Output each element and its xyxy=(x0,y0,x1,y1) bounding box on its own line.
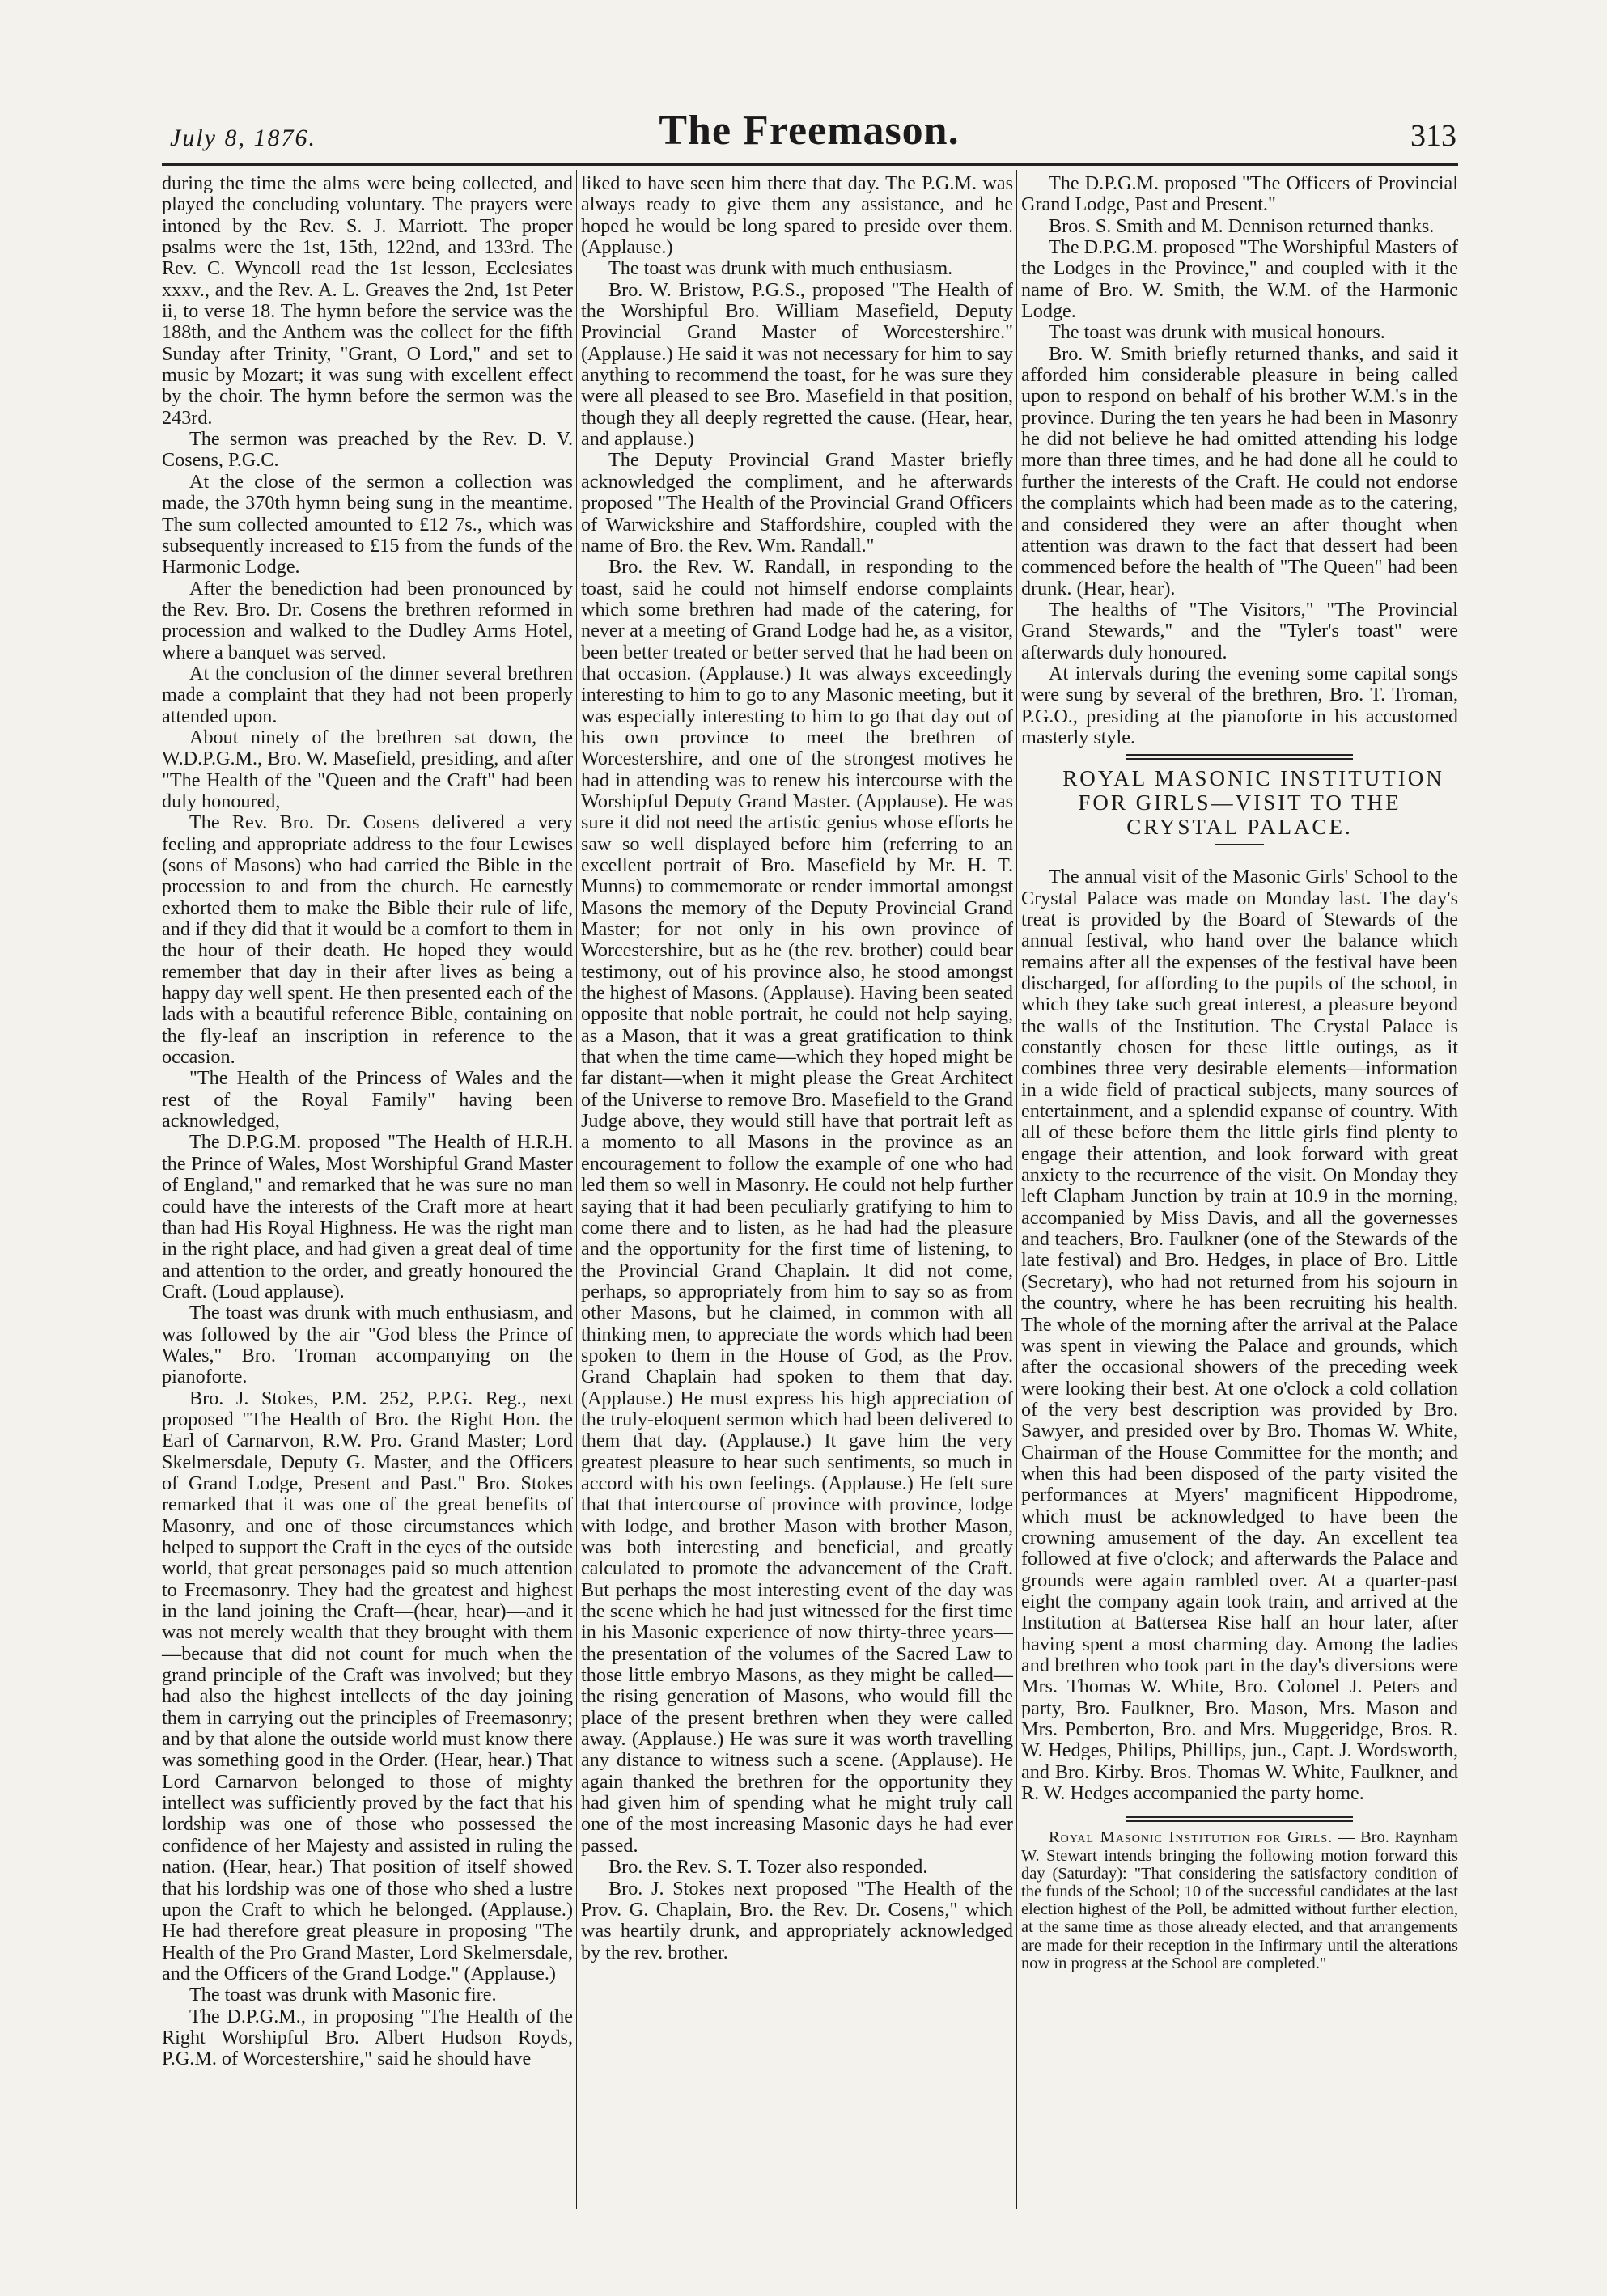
paragraph: The Deputy Provincial Grand Master briefly acknowledged the compliment, and he afterwards proposed "The Health of the Provincial Grand Officers of Warwickshire and Staffordshire, coupled with the name of Bro. the Rev. Wm. Randall." xyxy=(581,449,1013,557)
paragraph: The toast was drunk with much enthusiasm, and was followed by the air "God bless the Prince of Wales," Bro. Troman accompanying on the pianoforte. xyxy=(162,1302,573,1388)
column-rule xyxy=(1016,170,1017,2209)
notice-text: — Bro. Raynham W. Stewart intends bringing the following motion forward this day (Saturday): "That considering the satisfactory condition of the funds of the School; 10 of the successful candidates at the last election highest of the Poll, be admitted without further election, at the same time as those already elected, and that arrangements are made for their reception in the Infirmary until the alterations now in progress at the School are completed." xyxy=(1021,1828,1458,1972)
paragraph: The sermon was preached by the Rev. D. V. Cosens, P.G.C. xyxy=(162,428,573,472)
paragraph: The toast was drunk with Masonic fire. xyxy=(189,1984,497,2006)
paragraph: The toast was drunk with much enthusiasm. xyxy=(608,257,953,280)
article-headline: ROYAL MASONIC INSTITUTION FOR GIRLS—VISIT TO THE CRYSTAL PALACE. xyxy=(1062,766,1444,840)
paragraph: liked to have seen him there that day. The P.G.M. was always ready to give them any assistance, and he hoped he would be long spared to preside over them. (Applause.) xyxy=(581,172,1013,259)
paragraph: About ninety of the brethren sat down, the W.D.P.G.M., Bro. W. Masefield, presiding, and after "The Health of the "Queen and the Craft" had been duly honoured, xyxy=(162,726,573,812)
paragraph: Bros. S. Smith and M. Dennison returned thanks. xyxy=(1049,214,1435,237)
paragraph: The D.P.G.M. proposed "The Worshipful Masters of the Lodges in the Province," and coupled with it the name of Bro. W. Smith, the W.M. of the Harmonic Lodge. xyxy=(1021,236,1458,323)
paragraph: At intervals during the evening some capital songs were sung by several of the brethren, Bro. T. Troman, P.G.O., presiding at the pianoforte in his accustomed masterly style. xyxy=(1021,662,1458,748)
section-divider xyxy=(1021,748,1458,766)
paragraph: The toast was drunk with musical honours. xyxy=(1049,321,1385,344)
paragraph: Bro. W. Bristow, P.G.S., proposed "The Health of the Worshipful Bro. William Masefield, Deputy Provincial Grand Master of Worcestershire." (Applause.) He said it was not necessary for him to say anything to recommend the toast, for he was sure they were all pleased to see Bro. Masefield in that position, though they all deeply regretted the cause. (Hear, hear, and applause.) xyxy=(581,278,1014,451)
paragraph: The D.P.G.M. proposed "The Health of H.R.H. the Prince of Wales, Most Worshipful Grand Master of England," and remarked that he was sure no man could have the interests of the Craft more at heart than had His Royal Highness. He was the right man in the right place, and had given a great deal of time and attention to the order, and greatly honoured the Craft. (Loud applause). xyxy=(162,1131,573,1303)
masthead xyxy=(162,108,1456,162)
paragraph: during the time the alms were being collected, and played the concluding voluntary. The prayers were intoned by the Rev. S. J. Marriott. The proper psalms were the 1st, 15th, 122nd, and 133rd. The Rev. C. Wyncoll read the 1st lesson, Ecclesiates xxxv., and the Rev. A. L. Greaves the 2nd, 1st Peter ii, to verse 18. The hymn before the service was the 188th, and the Anthem was the collect for the fifth Sunday after Trinity, "Grant, O Lord," and set to music by Mozart; it was sung with excellent effect by the choir. The hymn before the sermon was the 243rd. xyxy=(162,172,573,429)
paragraph: Bro. J. Stokes, P.M. 252, P.P.G. Reg., next proposed "The Health of Bro. the Right Hon. the Earl of Carnarvon, R.W. Pro. Grand Master; Lord Skelmersdale, Deputy G. Master, and the Officers of Grand Lodge, Present and Past." Bro. Stokes remarked that it was one of the great benefits of Masonry, and one of those circumstances which helped to support the Craft in the eyes of the outside world, that great personages paid so much attention to Freemasonry. They had the greatest and highest in the land joining the Craft—(hear, hear)—and it was not merely wealth that they brought with them—because that did not count for much when the grand principle of the Craft was involved; but they had also the highest intellects of the day joining them in carrying out the principles of Freemasonry; and by that alone the outside world must know there was something good in the Order. (Hear, hear.) That Lord Carnarvon belonged to those of mighty intellect was sufficiently proved by the fact that his lordship was one of those who possessed the confidence of her Majesty and assisted in ruling the nation. (Hear, hear.) That position of itself showed that his lordship was one of those who shed a lustre upon the Craft to which he belonged. (Applause.) He had therefore great pleasure in proposing "The Health of the Pro Grand Master, Lord Skelmersdale, and the Officers of the Grand Lodge." (Applause.) xyxy=(162,1387,573,1985)
masthead-rule xyxy=(162,163,1458,166)
headline-rule xyxy=(1215,844,1264,845)
paragraph: Bro. J. Stokes next proposed "The Health of the Prov. G. Chaplain, Bro. the Rev. Dr. Cosens," which was heartily drunk, and appropriately acknowledged by the rev. brother. xyxy=(581,1877,1013,1963)
paragraph: At the conclusion of the dinner several brethren made a complaint that they had not been properly attended upon. xyxy=(162,662,573,727)
paragraph: The D.P.G.M. proposed "The Officers of Provincial Grand Lodge, Past and Present." xyxy=(1021,172,1458,216)
column-3 xyxy=(1021,173,1458,1972)
paragraph: The Rev. Bro. Dr. Cosens delivered a very feeling and appropriate address to the four Lewises (sons of Masons) who had carried the Bible in the procession to and from the church. He earnestly exhorted them to make the Bible their rule of life, and if they did that it would be a comfort to them in the hour of their death. He hoped they would remember that day in their after lives as being a happy day well spent. He then presented each of the lads with a beautiful reference Bible, containing on the fly-leaf an inscription in reference to the occasion. xyxy=(162,811,573,1069)
paragraph: "The Health of the Princess of Wales and the rest of the Royal Family" having been acknowledged, xyxy=(162,1067,573,1133)
column-rule xyxy=(576,170,577,2209)
page-number: 313 xyxy=(1410,119,1456,153)
notice-paragraph xyxy=(1021,1828,1458,1972)
paragraph: The healths of "The Visitors," "The Provincial Grand Stewards," and the "Tyler's toast" were afterwards duly honoured. xyxy=(1021,598,1458,663)
newspaper-title: The Freemason. xyxy=(659,108,960,154)
column-2 xyxy=(581,173,1013,1963)
crystal-palace-article xyxy=(1021,866,1458,1804)
issue-date: July 8, 1876. xyxy=(170,125,316,151)
paragraph: At the close of the sermon a collection was made, the 370th hymn being sung in the meantime. The sum collected amounted to £12 7s., which was subsequently increased to £15 from the funds of the Harmonic Lodge. xyxy=(162,470,573,578)
paragraph: The D.P.G.M., in proposing "The Health of the Right Worshipful Bro. Albert Hudson Royds, P.G.M. of Worcestershire," said he should have xyxy=(162,2005,573,2070)
paragraph: Bro. W. Smith briefly returned thanks, and said it afforded him considerable pleasure in being called upon to respond on behalf of his brother W.M.'s in the province. During the ten years he had been in Masonry he did not believe he had omitted attending his lodge more than three times, and he had done all he could to further the interests of the Craft. He could not endorse the complaints which had been made as to the catering, and considered they were an after thought when attention was drawn to the fact that dessert had been commenced before the health of "The Queen" had been drunk. (Hear, hear). xyxy=(1021,342,1458,599)
column-1 xyxy=(162,173,573,2070)
paragraph: After the benediction had been pronounced by the Rev. Bro. Dr. Cosens the brethren reformed in procession and walked to the Dudley Arms Hotel, where a banquet was served. xyxy=(162,577,573,663)
paragraph: The annual visit of the Masonic Girls' School to the Crystal Palace was made on Monday last. The day's treat is provided by the Board of Stewards of the annual festival, who hand over the balance which remains after all the expenses of the festival have been discharged, for affording to the pupils of the school, in which they take such great interest, a pleasure beyond the walls of the Institution. The Crystal Palace is constantly chosen for these little outings, as it combines three very desirable elements—information in a wide field of practical subjects, many sources of entertainment, and a splendid expanse of country. With all of these before them the little girls find plenty to engage their attention, and look forward with great anxiety to the recurrence of the visit. On Monday they left Clapham Junction by train at 10.9 in the morning, accompanied by Miss Davis, and all the governesses and teachers, Bro. Faulkner (one of the Stewards of the late festival) and Bro. Hedges, in place of Bro. Little (Secretary), who had not returned from his sojourn in the country, where he has been recruiting his health. The whole of the morning after the arrival at the Palace was spent in viewing the Palace and grounds, which after the occasional showers of the preceding week were looking their best. At one o'clock a cold collation of the very best description was provided by Bro. Sawyer, and presided over by Bro. Thomas W. White, Chairman of the House Committee for the month; and when this had been disposed of the party visited the performances at Myers' magnificent Hippodrome, which must be acknowledged to have been the crowning amusement of the day. An excellent tea followed at five o'clock; and afterwards the Palace and grounds were again rambled over. At a quarter-past eight the company again took train, and arrived at the Institution at Battersea Rise half an hour later, after having spent a most charming day. Among the ladies and brethren who took part in the day's diversions were Mrs. Thomas W. White, Bro. Colonel J. Peters and party, Bro. Faulkner, Bro. Mason, Mrs. Mason and Mrs. Pemberton, Bro. and Mrs. Muggeridge, Bros. R. W. Hedges, Philips, Phillips, jun., Capt. J. Wordsworth, and Bro. Kirby. Bros. Thomas W. White, Faulkner, and R. W. Hedges accompanied the party home. xyxy=(1021,866,1458,1805)
column-3-report xyxy=(1021,173,1458,748)
paragraph: Bro. the Rev. S. T. Tozer also responded. xyxy=(608,1856,928,1879)
section-divider xyxy=(1021,1811,1458,1828)
notice-lead: Royal Masonic Institution for Girls. xyxy=(1049,1828,1334,1847)
paragraph: Bro. the Rev. W. Randall, in responding to the toast, said he could not himself endorse complaints which some brethren had made of the catering, for never at a meeting of Grand Lodge had he, as a visitor, been better treated or better served that he had been on that occasion. (Applause.) It was always exceedingly interesting to him to go to any Masonic meeting, but it was especially interesting to him to go that day out of his own province to meet the brethren of Worcestershire, and one of the strongest motives he had in attending was to renew his intercourse with the Worshipful Deputy Grand Master. (Applause). He was sure it did not need the artistic genius whose efforts he saw so well displayed before him (referring to an excellent portrait of Bro. Masefield by Mr. H. T. Munns) to commemorate or render immortal amongst Masons the memory of the Deputy Provincial Grand Master; for not only in his own province of Worcestershire, but as he (the rev. brother) could bear testimony, out of his province also, he stood amongst the highest of Masons. (Applause). Having been seated opposite that noble portrait, he could not help saying, as a Mason, that it was a great gratification to think that when the time came—which they hoped might be far distant—when it might please the Great Architect of the Universe to remove Bro. Masefield to the Grand Judge above, they would still have that portrait left as a momento to all Masons in the province as an encouragement to follow the example of one who had led them so well in Masonry. He could not help further saying that it had been peculiarly gratifying to him to come there and to listen, as he had had the pleasure and the opportunity for the first time of listening, to the Provincial Grand Chaplain. It did not come, perhaps, so appropriately from him to say so as from other Masons, but he claimed, in common with all thinking men, to appreciate the words which had been spoken to them in the House of God, as the Prov. Grand Chaplain had spoken to them that day. (Applause.) He must express his high appreciation of the truly-eloquent sermon which had been delivered to them that day. (Applause.) It gave him the very greatest pleasure to hear such sentiments, so much in accord with his own feelings. (Applause.) He felt sure that that intercourse of province with province, lodge with lodge, and brother Mason with brother Mason, was both interesting and beneficial, and greatly calculated to promote the advancement of the Craft. But perhaps the most interesting event of the day was the scene which he had just witnessed for the first time in his Masonic experience of now thirty-three years—the presentation of the volumes of the Sacred Law to those little embryo Masons, as they might be called—the rising generation of Masons, who would fill the place of the present brethren when they were called away. (Applause.) He was sure it was worth travelling any distance to witness such a scene. (Applause). He again thanked the brethren for the opportunity they had given him of spending what he might truly call one of the most increasing Masonic days he had ever passed. xyxy=(581,556,1014,1857)
